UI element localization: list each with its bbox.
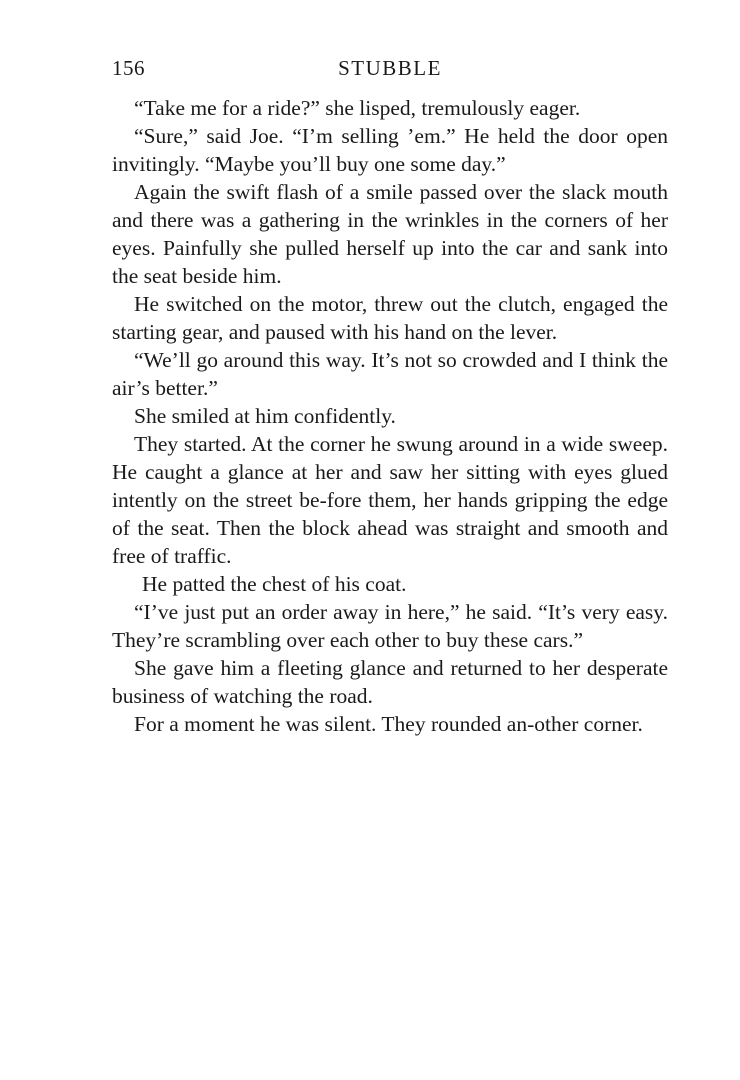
running-title: STUBBLE [338, 56, 442, 80]
paragraph: “We’ll go around this way. It’s not so crowded and I think the air’s better.” [112, 348, 668, 400]
paragraph: She gave him a fleeting glance and returned to her desperate business of watching the road. [112, 656, 668, 708]
paragraph: “I’ve just put an order away in here,” he said. “It’s very easy. They’re scrambling over each other to buy these cars.” [112, 600, 668, 652]
body-text [112, 94, 668, 738]
paragraph: He patted the chest of his coat. [142, 572, 407, 596]
paragraph: They started. At the corner he swung around in a wide sweep. He caught a glance at her and saw her sitting with eyes glued intently on the street be-fore them, her hands gripping the edge of the seat. Then the block ahead was straight and smooth and free of traffic. [112, 432, 668, 568]
paragraph: He switched on the motor, threw out the clutch, engaged the starting gear, and paused with his hand on the lever. [112, 292, 668, 344]
paragraph: She smiled at him confidently. [134, 404, 396, 428]
page-header [112, 56, 668, 90]
page-number: 156 [112, 56, 145, 80]
paragraph: “Sure,” said Joe. “I’m selling ’em.” He held the door open invitingly. “Maybe you’ll buy one some day.” [112, 124, 668, 176]
book-page [112, 56, 668, 738]
paragraph: “Take me for a ride?” she lisped, tremulously eager. [134, 96, 581, 120]
paragraph: For a moment he was silent. They rounded an-other corner. [134, 712, 643, 736]
paragraph: Again the swift flash of a smile passed over the slack mouth and there was a gathering in the wrinkles in the corners of her eyes. Painfully she pulled herself up into the car and sank into the seat beside him. [112, 180, 668, 288]
